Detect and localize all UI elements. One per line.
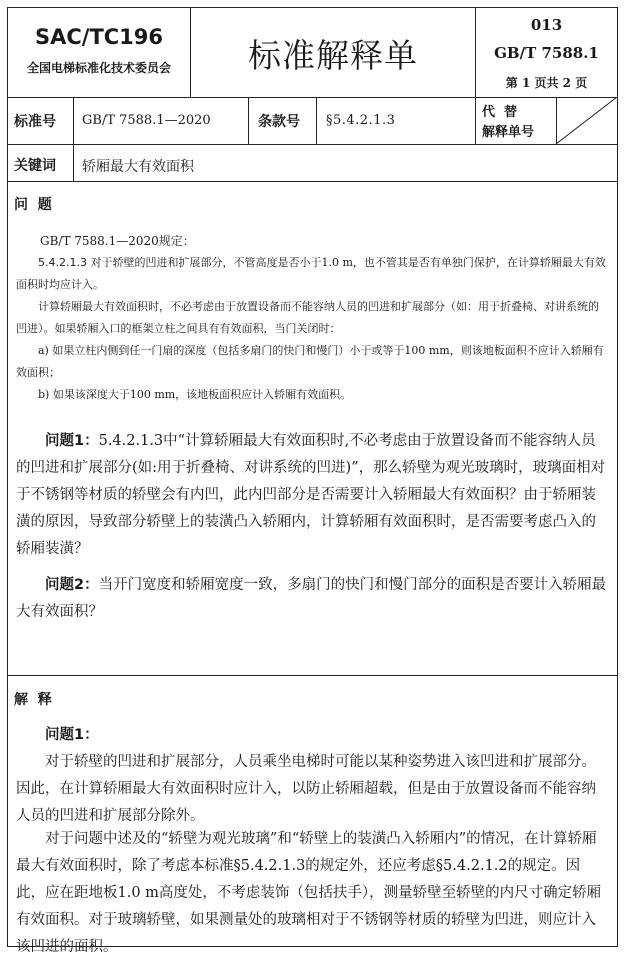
divider <box>73 97 74 144</box>
clause-number: 5.4.2.1.3 <box>38 256 87 269</box>
question-2 <box>16 572 609 626</box>
divider <box>8 97 617 98</box>
clause-item-a: a) 如果立柱内侧到任一门扇的深度（包括多扇门的快门和慢门）小于或等于100 mm，则该地板面积不应计入轿厢有效面积； <box>16 344 604 379</box>
clause-item-b: b) 如果该深度大于100 mm，该地板面积应计入轿厢有效面积。 <box>38 388 352 401</box>
question-1-text: 5.4.2.1.3中“计算轿厢最大有效面积时,不必考虑由于放置设备而不能容纳人员的凹进和扩展部分(如:用于折叠椅、对讲系统的凹进)”，那么轿壁为观光玻璃时，玻璃面相对于不锈钢等材质的轿壁会有内凹，此内凹部分是否需要计入轿厢最大有效面积？由于轿厢装潢的原因，导致部分轿壁上的装潢凸入轿厢内，计算轿厢有效面积时，是否需要考虑凸入的轿厢装潢？ <box>16 433 606 557</box>
question-1-label: 问题1： <box>45 433 99 449</box>
answer-heading: 解 释 <box>14 692 52 708</box>
org-code: SAC/TC196 <box>34 25 164 49</box>
standard-number-label: 标准号 <box>14 114 56 130</box>
keyword-value: 轿厢最大有效面积 <box>82 159 194 175</box>
answer-1-label <box>16 722 609 749</box>
divider <box>8 675 617 676</box>
replace-label: 代 替 <box>482 105 518 120</box>
clause-number-label: 条款号 <box>258 114 300 130</box>
question-2-text: 当开门宽度和轿厢宽度一致，多扇门的快门和慢门部分的面积是否要计入轿厢最大有效面积？ <box>16 577 607 620</box>
serial-number: 013 <box>530 16 563 34</box>
clause-number-value: §5.4.2.1.3 <box>326 113 396 128</box>
divider <box>8 144 617 145</box>
answer-1-label-text: 问题1： <box>45 727 99 743</box>
divider <box>248 97 249 144</box>
question-1 <box>16 428 609 563</box>
document-title: 标准解释单 <box>248 36 418 75</box>
replace-label-2: 解释单号 <box>482 125 535 140</box>
question-2-label: 问题2： <box>45 577 99 593</box>
divider <box>8 181 617 182</box>
divider <box>316 97 317 144</box>
interpretation-sheet <box>7 7 618 955</box>
answer-paragraph-2: 对于问题中述及的“轿壁为观光玻璃”和“轿壁上的装潢凸入轿厢内”的情况，在计算轿厢最大有效面积时，除了考虑本标准§5.4.2.1.3的规定外，还应考虑§5.4.2.1.2的规定。因此，应在距地板1.0 m高度处，不考虑装饰（包括扶手），测量轿壁至轿壁的内尺寸确定轿厢有效面积。对于玻璃轿壁，如果测量处的玻璃相对于不锈钢等材质的轿壁为凹进，则应计入该凹进的面积。 <box>16 831 602 955</box>
replace-value-empty-slash <box>556 97 617 144</box>
answer-paragraph-1: 对于轿壁的凹进和扩展部分，人员乘坐电梯时可能以某种姿势进入该凹进和扩展部分。因此，在计算轿厢最大有效面积时应计入，以防止轿厢超载，但是由于放置设备而不能容纳人员的凹进和扩展部分除外。 <box>16 754 596 824</box>
org-name: 全国电梯标准化技术委员会 <box>26 61 171 75</box>
keyword-label: 关键词 <box>14 158 56 174</box>
page-info: 第 1 页共 2 页 <box>505 76 588 90</box>
divider <box>73 144 74 181</box>
clause-paragraph-2: 计算轿厢最大有效面积时，不必考虑由于放置设备而不能容纳人员的凹进和扩展部分（如：用于折叠椅、对讲系统的凹进）。如果轿厢入口的框架立柱之间具有有效面积，当门关闭时： <box>16 300 599 335</box>
question-intro: GB/T 7588.1—2020规定： <box>40 234 195 248</box>
divider <box>475 97 476 144</box>
clause-5-4-2-1-3 <box>16 252 609 296</box>
standard-reference: GB/T 7588.1 <box>494 44 599 62</box>
clause-text: 对于轿壁的凹进和扩展部分，不管高度是否小于1.0 m，也不管其是否有单独门保护，在计算轿厢最大有效面积时均应计入。 <box>16 256 606 291</box>
standard-number-value: GB/T 7588.1—2020 <box>82 113 211 128</box>
question-heading: 问 题 <box>14 197 52 213</box>
